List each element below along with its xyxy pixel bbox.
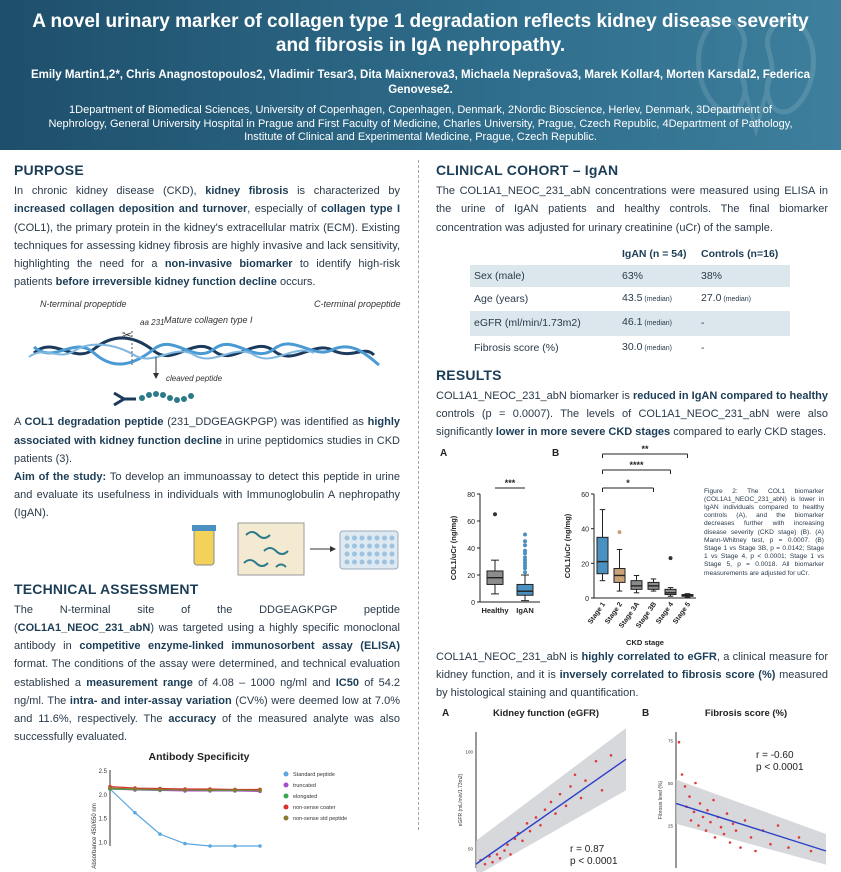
series-line — [110, 789, 260, 846]
legend-marker — [284, 783, 289, 788]
y-tick-label: 0 — [585, 595, 589, 603]
purpose-heading: PURPOSE — [14, 162, 84, 178]
scissors-icon: ✂ — [122, 328, 133, 343]
plate-well — [345, 535, 350, 540]
cell-value: - — [700, 341, 705, 354]
panel-letter: B — [552, 447, 560, 459]
series-point — [183, 789, 187, 793]
outlier-point — [523, 543, 527, 547]
technical-paragraph — [14, 601, 400, 747]
cohort-row — [470, 336, 790, 360]
cohort-cell-ctrl — [697, 336, 790, 360]
figure-2a-boxplot — [436, 442, 546, 648]
figure-2b-boxplot — [548, 442, 700, 648]
data-point — [565, 805, 568, 808]
x-tick-label: Stage 3A — [618, 600, 642, 630]
confidence-band — [676, 780, 826, 865]
series-point — [133, 788, 137, 792]
x-tick-label: Stage 2 — [604, 600, 625, 626]
highlight-text: non-invasive biomarker — [164, 258, 293, 271]
header-empty — [470, 243, 618, 265]
highlight-text: highly correlated to eGFR — [581, 650, 717, 663]
legend-marker — [284, 794, 289, 799]
significance-label: **** — [629, 459, 644, 470]
outlier-point — [523, 532, 527, 536]
antibody-icon — [114, 393, 136, 405]
cohort-cell-label — [470, 265, 618, 287]
plate-well — [382, 535, 387, 540]
highlight-text: intra- and inter-assay variation — [69, 694, 232, 707]
plate-well — [367, 559, 372, 564]
highlight-text: highly associated with kidney function decline — [14, 416, 400, 447]
highlight-text: COL1A1_NEOC_231_abN — [17, 622, 151, 635]
panel-letter: B — [642, 708, 650, 720]
cohort-paragraph: The COL1A1_NEOC_231_abN concentrations were measured using ELISA in the urine of IgAN patients and healthy controls. The final biomarker concentration was adjusted for urinary creatinine (uCr) of the sample. — [436, 185, 828, 234]
y-tick-label: 40 — [467, 545, 475, 553]
body-text: of the measured analyte was also successfully evaluated. — [14, 713, 400, 744]
figure-2 — [436, 442, 828, 648]
data-point — [732, 823, 735, 826]
y-tick-label: 75 — [667, 738, 673, 744]
body-text: COL1A1_NEOC_231_abN biomarker is — [436, 390, 633, 403]
c-term-label: C-terminal propeptide — [314, 299, 401, 310]
plate-well — [375, 535, 380, 540]
kidney-decoration-icon — [681, 0, 831, 150]
data-point — [544, 809, 547, 812]
plate-well — [375, 551, 380, 556]
p-value: p < 0.0001 — [756, 762, 804, 774]
mature-label: Mature collagen type I — [164, 315, 253, 326]
highlight-text: before irreversible kidney function decline — [55, 276, 277, 289]
cohort-cell-label — [470, 287, 618, 311]
data-point — [709, 821, 712, 824]
cell-value: - — [700, 317, 705, 330]
cohort-cell-igan — [618, 287, 697, 311]
legend-label: truncated — [293, 783, 316, 790]
antibody-specificity-chart — [14, 746, 400, 870]
aim-text: To develop an immunoassay to detect this peptide in urine and evaluate its usefulness in individuals with Immunoglobulin A nephropathy (IgAN). — [14, 471, 400, 520]
body-text: of 54.2 ng/ml. The — [14, 676, 400, 707]
data-point — [690, 819, 693, 822]
body-text: COL1A1_NEOC_231_abN is — [436, 650, 582, 663]
series-point — [183, 842, 187, 846]
data-point — [706, 809, 709, 812]
series-point — [158, 788, 162, 792]
plate-well — [352, 559, 357, 564]
cell-note: (median) — [642, 320, 673, 328]
series-point — [233, 845, 237, 849]
aa-label: aa 231 — [140, 318, 165, 328]
cohort-table-body — [470, 265, 790, 360]
plate-well — [360, 551, 365, 556]
data-point — [726, 813, 729, 816]
cohort-row — [470, 311, 790, 335]
outlier-point — [523, 548, 527, 552]
series-point — [258, 845, 262, 849]
authors-line: Emily Martin1,2*, Chris Anagnostopoulos2, Vladimir Tesar3, Dita Maixnerova3, Michaela Neprašova3, Marek Kollar4, Morten Karsdal2, Federica Genovese2. — [30, 69, 811, 96]
highlight-text: kidney fibrosis — [205, 185, 289, 198]
body-text: to identify high-risk patients — [14, 258, 400, 289]
r-value: r = -0.60 — [756, 750, 794, 762]
significance-label: ** — [641, 443, 649, 454]
data-point — [723, 833, 726, 836]
y-axis-label: COL1/uCr (ng/mg) — [449, 515, 458, 580]
cell-value: eGFR (ml/min/1.73m2) — [474, 317, 581, 330]
plate-well — [375, 543, 380, 548]
highlight-text: inversely correlated to fibrosis score (%) — [559, 668, 776, 681]
cohort-cell-igan — [618, 265, 697, 287]
plate-well — [345, 559, 350, 564]
body-text: ) was targeted using a highly specific monoclonal antibody in — [14, 622, 400, 653]
highlight-text: lower in more severe CKD stages — [495, 426, 671, 439]
data-point — [750, 836, 753, 839]
body-text: format. The conditions of the assay were determined, and technical evaluation established a — [14, 658, 400, 689]
data-point — [769, 843, 772, 846]
data-point — [496, 853, 499, 856]
data-point — [509, 853, 512, 856]
outlier-point — [669, 556, 673, 560]
highlight-text: COL1 degradation peptide — [24, 416, 164, 429]
data-point — [554, 813, 557, 816]
cell-note: (median) — [642, 296, 673, 304]
plate-well — [367, 535, 372, 540]
data-point — [580, 797, 583, 800]
plate-well — [390, 535, 395, 540]
body-text: A — [14, 416, 25, 429]
plate-well — [367, 543, 372, 548]
outlier-point — [523, 539, 527, 543]
y-tick-label: 1.0 — [98, 840, 107, 847]
y-axis-label: Absorbance 450/650 nm — [92, 803, 98, 870]
x-tick-label: Stage 1 — [587, 600, 608, 626]
arrow-head-right — [330, 546, 336, 552]
cell-value: 27.0 — [700, 292, 722, 305]
cohort-cell-label — [470, 336, 618, 360]
body-text: in urine peptidomics studies in CKD patients (3). — [14, 434, 400, 465]
data-point — [712, 799, 715, 802]
chart-title: Fibrosis score (%) — [704, 708, 788, 720]
legend-label: elongated — [293, 794, 318, 801]
data-point — [559, 793, 562, 796]
fibrosis-scatter — [636, 702, 832, 872]
cohort-heading: CLINICAL COHORT – IgAN — [436, 162, 619, 178]
plate-well — [352, 535, 357, 540]
y-axis-label: eGFR (mL/min/1.73m2) — [458, 773, 464, 827]
data-point — [550, 801, 553, 804]
legend-marker — [284, 805, 289, 810]
plate-well — [382, 551, 387, 556]
body-text: , especially of — [247, 203, 321, 216]
x-tick-label: Stage 4 — [655, 600, 676, 626]
panel-letter: A — [440, 447, 448, 459]
aim-label: Aim of the study: — [14, 471, 107, 484]
plate-well — [345, 543, 350, 548]
r-value: r = 0.87 — [570, 844, 605, 856]
data-point — [688, 796, 691, 799]
box — [665, 589, 676, 594]
data-point — [810, 850, 813, 853]
body-text: (COL1), the primary protein in the kidney's extracellular matrix (ECM). Existing techniques for assessing kidney fibrosis are highly invasive and lack sensitivity, highlighting the need for a — [14, 221, 400, 271]
y-tick-label: 2.0 — [98, 793, 107, 800]
series-point — [258, 789, 262, 793]
body-text: , a clinical measure for kidney function, and it is — [436, 650, 828, 681]
series-point — [158, 833, 162, 837]
x-tick-label: IgAN — [516, 605, 534, 615]
purpose-paragraph — [14, 182, 400, 291]
plate-well — [375, 559, 380, 564]
figure-3 — [436, 702, 828, 872]
data-point — [787, 847, 790, 850]
body-text: The N-terminal site of the DDGEAGKPGP peptide ( — [14, 603, 400, 635]
cell-value: Fibrosis score (%) — [474, 341, 559, 354]
data-point — [506, 844, 509, 847]
data-point — [678, 741, 681, 744]
x-tick-label: Healthy — [481, 605, 509, 615]
cell-value: 38% — [700, 270, 722, 283]
right-column — [436, 158, 828, 872]
data-point — [714, 836, 717, 839]
y-tick-label: 100 — [465, 749, 473, 755]
body-text: compared to early CKD stages. — [670, 426, 827, 439]
header-controls: Controls (n=16) — [700, 247, 779, 260]
y-tick-label: 20 — [581, 560, 589, 568]
cohort-table — [470, 243, 790, 360]
data-point — [744, 819, 747, 822]
data-point — [735, 830, 738, 833]
y-tick-label: 50 — [467, 846, 473, 852]
highlight-text: accuracy — [168, 713, 217, 726]
poster-title: A novel urinary marker of collagen type 1 degradation reflects kidney disease severity and fibrosis in IgA nephropathy. — [32, 11, 809, 56]
series-point — [208, 789, 212, 793]
y-tick-label: 50 — [667, 781, 673, 787]
legend-label: non-sense coater — [293, 805, 336, 812]
cleaved-label: cleaved peptide — [166, 374, 223, 384]
body-text: of 4.08 – 1000 ng/ml and — [192, 676, 336, 689]
legend-marker — [284, 772, 289, 777]
cohort-table-header — [470, 243, 790, 265]
data-point — [729, 841, 732, 844]
data-point — [697, 824, 700, 827]
outlier-point — [618, 530, 622, 534]
data-point — [521, 840, 524, 843]
cleaved-peptide-icon — [139, 391, 194, 403]
significance-label: * — [626, 477, 630, 488]
body-text: is characterized by — [288, 185, 401, 198]
data-point — [526, 822, 529, 825]
box — [631, 580, 642, 589]
poster-header — [0, 0, 841, 150]
plate-well — [390, 543, 395, 548]
highlight-text: increased collagen deposition and turnover — [14, 203, 248, 216]
highlight-text: collagen type I — [320, 203, 401, 216]
y-tick-label: 2.5 — [98, 769, 107, 776]
x-tick-label: Stage 3B — [635, 600, 659, 630]
data-point — [699, 802, 702, 805]
plate-well — [390, 559, 395, 564]
body-text: occurs. — [276, 276, 316, 289]
affiliations: 1Department of Biomedical Sciences, University of Copenhagen, Copenhagen, Denmark, 2Nordic Bioscience, Herlev, Denmark, 3Department of Nephrology, General University Hospital in Prague and First Faculty of Medicine, Charles University, Prague, Czech Republic, 4Department of Pathology, Institute of Clinical and Experimental Medicine, Prague, Czech Republic. — [48, 104, 793, 143]
cell-value: 43.5 — [622, 292, 643, 305]
data-point — [684, 785, 687, 788]
cohort-cell-ctrl — [697, 265, 790, 287]
plate-well — [360, 543, 365, 548]
plate-well — [382, 559, 387, 564]
legend-label: non-sense std peptide — [293, 816, 348, 823]
data-point — [681, 773, 684, 776]
figure-2-caption: Figure 2: The COL1 biomarker (COL1A1_NEOC_231_abN) is lower in IgAN individuals compared to healthy controls (A), and the biomarker decreases further with increasing disease severity (CKD stage) (B). (A) Mann-Whitney test, p = 0.0007. (B) Stage 1 vs Stage 3B, p = 0.0142; Stage 1 vs Stage 4, p < 0.0001; Stage 1 vs Stage 5, p = 0.0018. All biomarker measurements are adjusted for uCr. — [704, 487, 824, 577]
urine-cup-icon — [194, 529, 214, 565]
outlier-point — [523, 570, 527, 574]
data-point — [491, 861, 494, 864]
column-divider — [418, 160, 419, 830]
series-point — [233, 789, 237, 793]
data-point — [702, 816, 705, 819]
cell-value: Age (years) — [474, 293, 529, 306]
chart-title: Kidney function (eGFR) — [492, 708, 600, 720]
x-tick-label: Stage 5 — [672, 600, 693, 626]
data-point — [720, 826, 723, 829]
y-tick-label: 25 — [667, 823, 673, 829]
arrow-head-icon — [153, 373, 159, 379]
cohort-cell-igan — [618, 336, 697, 360]
significance-label: *** — [504, 477, 516, 488]
header-igan: IgAN (n = 54) — [622, 247, 687, 260]
results-heading: RESULTS — [436, 366, 502, 383]
cohort-cell-igan — [618, 311, 697, 335]
urine-assay-diagram — [14, 523, 400, 577]
data-point — [610, 754, 613, 757]
plate-well — [390, 551, 395, 556]
technical-heading: TECHNICAL ASSESSMENT — [14, 580, 199, 597]
cohort-row — [470, 287, 790, 311]
cell-value: 30.0 — [622, 340, 643, 353]
data-point — [694, 782, 697, 785]
cell-note: (median) — [642, 344, 673, 352]
outlier-point — [493, 512, 497, 516]
data-point — [484, 863, 487, 866]
plate-well — [360, 535, 365, 540]
data-point — [739, 847, 742, 850]
left-column — [14, 158, 401, 870]
data-point — [503, 849, 506, 852]
cohort-cell-ctrl — [697, 287, 790, 311]
panel-letter: A — [442, 708, 450, 720]
y-axis-label: Fibrosis level (%) — [658, 781, 664, 820]
data-point — [693, 811, 696, 814]
data-point — [535, 816, 538, 819]
y-tick-label: 40 — [581, 526, 589, 534]
data-point — [529, 830, 532, 833]
series-point — [208, 845, 212, 849]
series-point — [108, 787, 112, 791]
col1-peptide-paragraph — [14, 413, 400, 468]
y-tick-label: 60 — [581, 491, 589, 499]
data-point — [601, 789, 604, 792]
body-text: controls (p = 0.0007). The levels of COL1A1_NEOC_231_abN were also significantly — [436, 408, 828, 439]
y-tick-label: 80 — [467, 491, 475, 499]
x-axis-label: CKD stage — [626, 637, 664, 647]
p-value: p < 0.0001 — [570, 856, 618, 868]
cohort-cell-ctrl — [697, 311, 790, 335]
plate-well — [352, 551, 357, 556]
collagen-diagram — [14, 295, 400, 413]
plate-well — [360, 559, 365, 564]
correlation-paragraph — [436, 648, 828, 703]
plate-well — [382, 543, 387, 548]
body-text: (CV%) were deemed low at 7.0% and 11.6%, respectively. The — [14, 694, 400, 726]
data-point — [798, 836, 801, 839]
plate-well — [367, 551, 372, 556]
body-text: measured by histological staining and quantification. — [436, 668, 828, 700]
y-axis-label: COL1/uCr (ng/mg) — [563, 513, 572, 578]
egfr-scatter — [436, 702, 632, 872]
y-tick-label: 20 — [467, 572, 475, 580]
cup-lid — [192, 525, 216, 531]
body-text: In chronic kidney disease (CKD), — [14, 185, 206, 198]
chart-title: Antibody Specificity — [148, 751, 250, 764]
plate-well — [352, 543, 357, 548]
cell-value: 63% — [622, 270, 644, 283]
legend-marker — [284, 816, 289, 821]
highlight-text: measurement range — [86, 676, 193, 689]
highlight-text: reduced in IgAN compared to healthy — [632, 390, 829, 403]
data-point — [705, 830, 708, 833]
series-point — [133, 811, 137, 815]
y-tick-label: 60 — [467, 518, 475, 526]
data-point — [499, 857, 502, 860]
plate-well — [345, 551, 350, 556]
n-term-label: N-terminal propeptide — [40, 299, 127, 310]
data-point — [595, 760, 598, 763]
results-paragraph — [436, 387, 828, 442]
y-tick-label: 1.5 — [98, 816, 107, 823]
outlier-point — [523, 555, 527, 559]
cohort-cell-label — [470, 311, 618, 335]
highlight-text: competitive enzyme-linked immunosorbent assay (ELISA) — [79, 640, 401, 653]
legend-label: Standard peptide — [293, 772, 335, 779]
data-point — [574, 774, 577, 777]
cohort-row — [470, 265, 790, 287]
aim-paragraph — [14, 468, 400, 523]
body-text: (231_DDGEAGKPGP) was identified as — [163, 416, 368, 429]
data-point — [754, 850, 757, 853]
cell-value: 46.1 — [622, 316, 643, 329]
y-tick-label: 0 — [471, 599, 475, 607]
data-point — [539, 824, 542, 827]
cell-value: Sex (male) — [474, 270, 525, 283]
data-point — [569, 785, 572, 788]
box — [517, 584, 533, 595]
data-point — [584, 780, 587, 783]
cell-note: (median) — [721, 296, 751, 304]
highlight-text: IC50 — [335, 676, 359, 689]
data-point — [777, 824, 780, 827]
box — [597, 537, 608, 573]
